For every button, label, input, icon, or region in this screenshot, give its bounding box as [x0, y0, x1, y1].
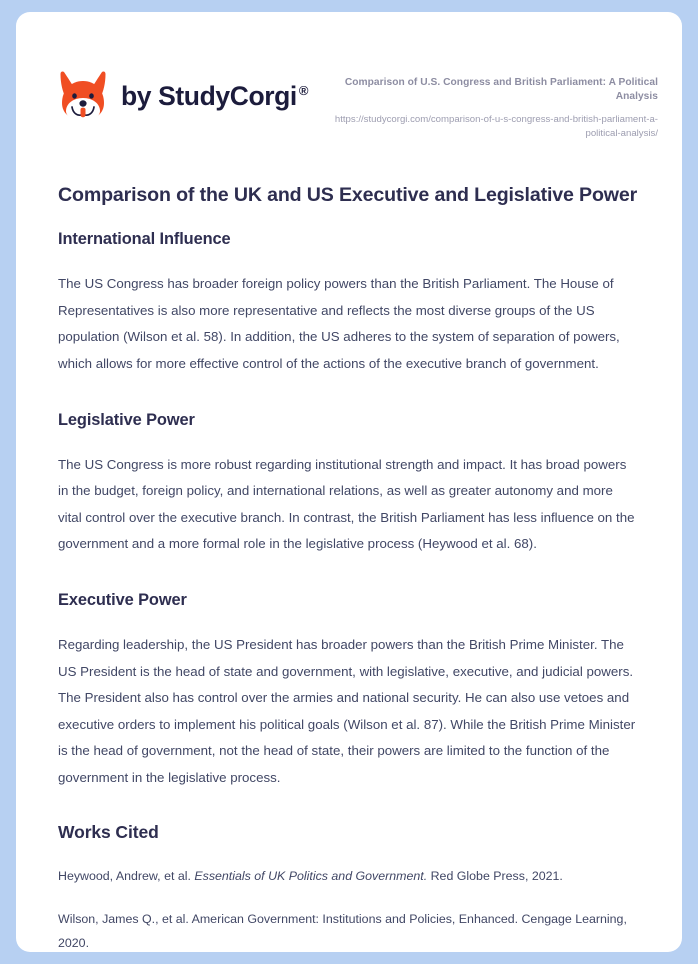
- section-paragraph-legislative-power: The US Congress is more robust regarding institutional strength and impact. It has broad powers in the budget, foreign policy, and international relations, as well as greater autonomy and more vital control over the executive branch. In contrast, the British Parliament has less influence on the government and a more formal role in the legislative process (Heywood et al. 68).: [58, 456, 635, 552]
- document-card: [16, 12, 682, 952]
- header-source-url[interactable]: https://studycorgi.com/comparison-of-u-s-congress-and-british-parliament-a-political-analysis/: [334, 113, 658, 139]
- document-body: [16, 183, 682, 952]
- section-heading-works-cited: Works Cited: [58, 821, 159, 842]
- citation-publisher: Red Globe Press, 2021.: [427, 868, 563, 883]
- citation-title: Essentials of UK Politics and Government.: [194, 868, 428, 883]
- section-heading-legislative-power: Legislative Power: [58, 410, 195, 429]
- section-paragraph-international-influence: The US Congress has broader foreign policy powers than the British Parliament. The House of Representatives is also more representative and reflects the most diverse groups of the US population (Wilson et al. 58). In addition, the US adheres to the system of separation of powers, which allows for more effective control of the actions of the executive branch of government.: [58, 276, 620, 372]
- citation-author: Wilson, James Q., et al. American Government: Institutions and Policies, Enhanced. Cengage Learning, 2020.: [58, 912, 627, 951]
- header-meta: [326, 62, 658, 141]
- section-paragraph-executive-power: Regarding leadership, the US President has broader powers than the British Prime Minister. The US President is the head of state and government, with legislative, executive, and judicial powers. The President also has control over the armies and national security. He can also use vetoes and executive orders to implement his political goals (Wilson et al. 87). While the British Prime Minister is the head of government, not the head of state, their powers are limited to the function of the government in the legislative process.: [58, 637, 636, 785]
- section-heading-international-influence: International Influence: [58, 230, 231, 249]
- citation-entry: [58, 908, 640, 952]
- brand-lockup[interactable]: [58, 62, 308, 122]
- citation-entry: [58, 865, 640, 889]
- section-heading-executive-power: Executive Power: [58, 591, 187, 609]
- corgi-logo-icon: [58, 70, 108, 122]
- registered-trademark-icon: ®: [298, 82, 309, 98]
- header-document-title: Comparison of U.S. Congress and British Parliament: A Political Analysis: [344, 77, 658, 103]
- document-header: [16, 12, 682, 141]
- brand-name: by StudyCorgi ®: [121, 80, 309, 111]
- citation-author: Heywood, Andrew, et al.: [58, 868, 195, 883]
- page-title: Comparison of the UK and US Executive and Legislative Power: [58, 183, 638, 206]
